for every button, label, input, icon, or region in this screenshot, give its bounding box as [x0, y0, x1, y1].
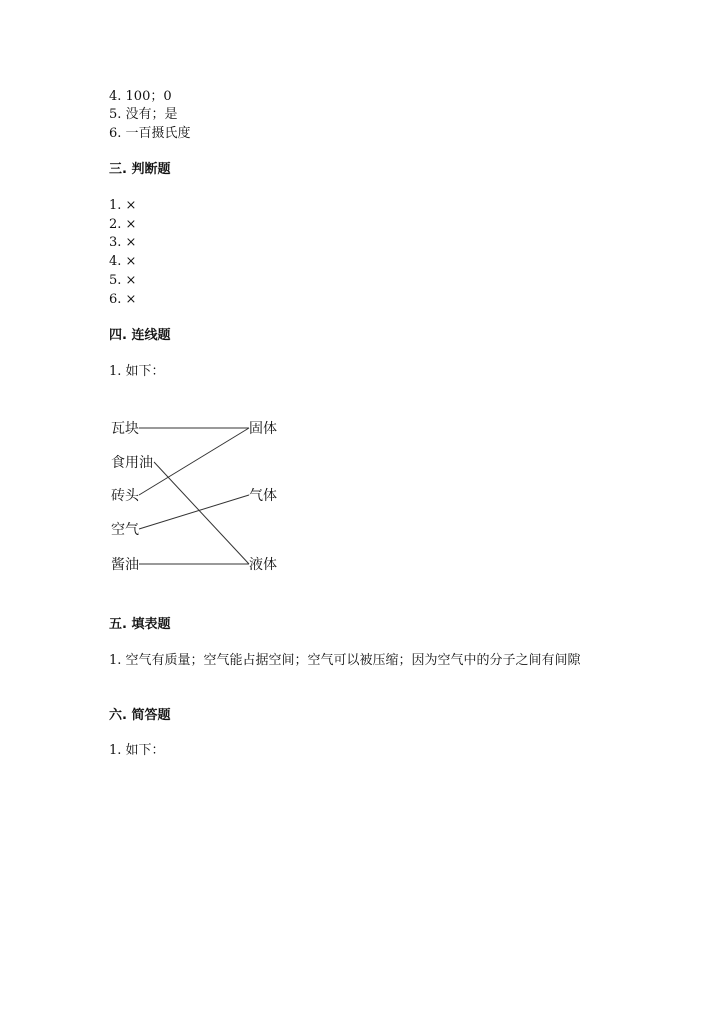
matching-answer: 1. 如下： — [109, 364, 165, 379]
section-6-heading: 六. 简答题 — [109, 708, 171, 723]
connection-line-3 — [139, 495, 249, 529]
left-item-4: 酱油 — [111, 557, 139, 573]
right-item-0: 固体 — [249, 421, 277, 437]
left-item-3: 空气 — [111, 522, 139, 538]
left-item-2: 砖头 — [111, 488, 139, 504]
short-answer: 1. 如下： — [109, 743, 165, 758]
answer-line-5: 5. 没有；是 — [109, 107, 178, 122]
answer-line-6: 6. 一百摄氏度 — [109, 126, 191, 141]
left-item-0: 瓦块 — [111, 421, 139, 437]
judge-answer-4: 4. × — [109, 254, 137, 269]
left-item-1: 食用油 — [111, 455, 153, 471]
judge-answer-1: 1. × — [109, 198, 137, 213]
section-5-heading: 五. 填表题 — [109, 617, 171, 632]
matching-diagram — [100, 405, 300, 585]
judge-answer-3: 3. × — [109, 235, 137, 250]
answer-line-4: 4. 100；0 — [109, 89, 172, 104]
right-item-1: 气体 — [249, 488, 277, 504]
section-3-heading: 三. 判断题 — [109, 162, 171, 177]
table-answer: 1. 空气有质量；空气能占据空间；空气可以被压缩；因为空气中的分子之间有间隙 — [109, 653, 581, 668]
judge-answer-5: 5. × — [109, 273, 137, 288]
judge-answer-2: 2. × — [109, 217, 137, 232]
judge-answer-6: 6. × — [109, 292, 137, 307]
right-item-2: 液体 — [249, 557, 277, 573]
connection-line-2 — [139, 428, 249, 495]
section-4-heading: 四. 连线题 — [109, 328, 171, 343]
